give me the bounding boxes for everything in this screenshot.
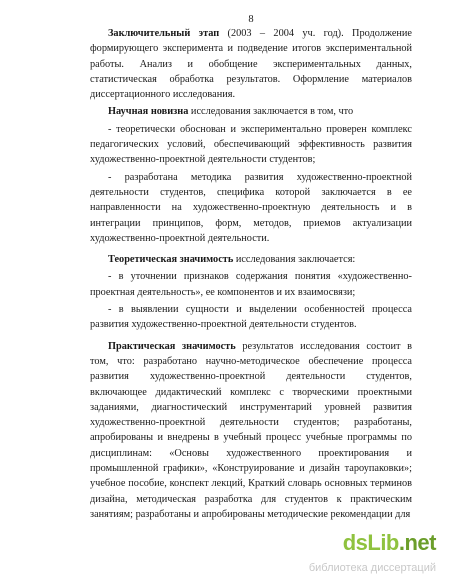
watermark-logo <box>343 530 436 556</box>
site-watermark <box>286 530 436 574</box>
paragraph-heading: Научная новизна <box>108 106 189 118</box>
page-number: 8 <box>248 14 254 25</box>
paragraph-theoretical <box>90 252 412 267</box>
paragraph-novelty <box>90 104 412 119</box>
list-item-theoretical-1 <box>90 269 412 300</box>
paragraph-text: - в уточнении признаков содержания понятия «художественно-проектная деятельность», ее компонентов и их взаимосвязи; <box>90 271 412 298</box>
watermark-logo-main: dsLib <box>342 530 399 555</box>
paragraph-text: исследования заключается: <box>233 254 356 266</box>
paragraph-text: результатов исследования состоит в том, что: разработано научно-методическое обеспечение процесса развития художественно-проектной деятельности студентов, включающее дидактический комплекс с творческими проектными заданиями, диагностический инструментарий уровней развития художественно-проектной деятельности студентов; разработаны, апробированы и внедрены в учебный процесс учебные программы по дисциплинам: «Основы художественного проектирования и промышленной графики», «Конструирование и дизайн тароупаковки»; учебное пособие, конспект лекций, Краткий словарь основных терминов дизайна, методическая разработка для студентов к практическим занятиям; разработаны и апробированы методические рекомендации для <box>90 340 412 520</box>
paragraph-heading: Заключительный этап <box>108 28 220 39</box>
paragraph-final-stage <box>90 26 412 102</box>
paragraph-text: (2003 – 2004 уч. год). Продолжение формирующего эксперимента и подведение итогов экспериментальной работы. Анализ и обобщение экспериментальных данных, статистическая обработка результатов. Оформление материалов диссертационного исследования. <box>90 28 413 101</box>
paragraph-text: - в выявлении сущности и выделении особенностей процесса развития художественно-проектной деятельности студентов. <box>90 304 412 331</box>
watermark-logo-tld: .net <box>398 530 436 555</box>
list-item-novelty-1 <box>90 122 412 168</box>
document-page <box>90 0 412 580</box>
document-body <box>90 26 412 524</box>
paragraph-text: - теоретически обоснован и экспериментально проверен комплекс педагогических условий, обеспечивающий эффективность развития художественно-проектной деятельности студентов; <box>90 123 412 166</box>
paragraph-text: - разработана методика развития художественно-проектной деятельности студентов, специфика которой заключается в ее направленности на художественно-проектную деятельность и в интеграции принципов, форм, методов, приемов актуализации художественно-проектной деятельности. <box>90 171 412 244</box>
list-item-novelty-2 <box>90 170 412 246</box>
watermark-subtitle: библиотека диссертаций <box>308 562 436 574</box>
paragraph-practical <box>90 339 412 523</box>
paragraph-heading: Практическая значимость <box>108 340 236 352</box>
paragraph-text: исследования заключается в том, что <box>188 106 354 118</box>
list-item-theoretical-2 <box>90 302 412 333</box>
paragraph-heading: Теоретическая значимость <box>108 254 234 266</box>
